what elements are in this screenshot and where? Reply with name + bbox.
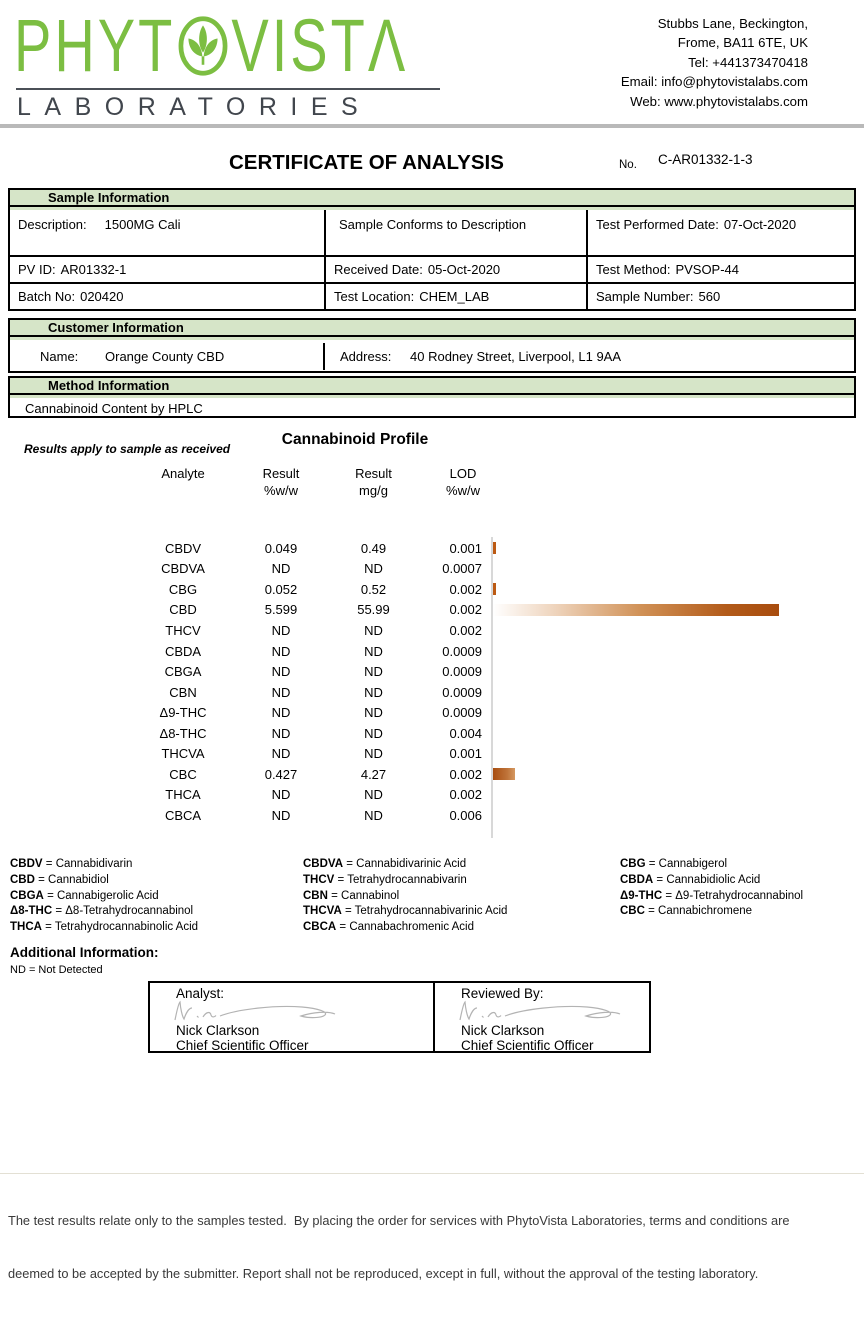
result-mgg: ND — [364, 787, 383, 803]
profile-row — [120, 723, 495, 744]
customer-information-heading: Customer Information — [10, 320, 854, 340]
field-value: 07-Oct-2020 — [723, 217, 797, 232]
reviewer-name: Nick Clarkson — [461, 1023, 545, 1038]
result-mgg: ND — [364, 664, 383, 680]
result-bar — [493, 604, 779, 616]
sample-cell — [10, 282, 326, 309]
field-label: Test Method: — [596, 262, 671, 277]
abbreviation: CBCA — [303, 921, 337, 934]
bar-chart-axis — [491, 537, 493, 838]
legend-item: CBN = Cannabinol — [303, 889, 400, 902]
footer-line-1: The test results relate only to the samples tested. By placing the order for services with PhytoVista Laboratories, terms and conditions are — [8, 1213, 790, 1228]
legend-column — [620, 857, 803, 920]
profile-row — [120, 702, 495, 723]
contact-line: Stubbs Lane, Beckington, — [657, 16, 808, 31]
abbreviation: CBC — [620, 905, 645, 918]
profile-column-header: Result mg/g — [355, 466, 392, 498]
analyte-name: CBGA — [164, 664, 202, 680]
analyte-name: CBG — [168, 581, 198, 597]
result-mgg: ND — [364, 684, 383, 700]
legend-item: CBDV = Cannabidivarin — [10, 858, 133, 870]
lab-contact-block — [621, 14, 808, 111]
abbreviation: THCV — [303, 873, 335, 886]
legend-item: CBG = Cannabigerol — [620, 858, 728, 870]
profile-column-header: Analyte — [161, 466, 205, 481]
analyst-signature-cell — [150, 983, 435, 1051]
lod-value: 0.0009 — [442, 705, 482, 721]
result-percent: ND — [271, 664, 291, 680]
reviewer-title: Chief Scientific Officer — [461, 1038, 594, 1053]
abbreviation: CBGA — [10, 889, 44, 902]
abbreviation: CBDVA — [303, 858, 344, 870]
logo-divider-line — [16, 88, 440, 90]
legend-item: THCV = Tetrahydrocannabivarin — [303, 873, 467, 886]
phytovista-logo — [14, 3, 409, 87]
profile-row — [120, 579, 495, 600]
abbreviation: CBDV — [10, 858, 43, 870]
field-value: 05-Oct-2020 — [427, 262, 501, 277]
lod-value: 0.001 — [449, 746, 482, 762]
sample-information-heading: Sample Information — [10, 190, 854, 210]
result-percent: ND — [271, 643, 291, 659]
lod-value: 0.002 — [449, 581, 482, 597]
reviewer-signature-cell — [435, 983, 649, 1051]
sample-cell — [588, 255, 854, 282]
profile-row — [120, 764, 495, 785]
profile-row — [120, 559, 495, 580]
result-mgg: ND — [364, 807, 383, 823]
results-note: Results apply to sample as received — [24, 442, 231, 456]
customer-address-label: Address: — [340, 349, 392, 364]
result-mgg: ND — [364, 622, 383, 638]
result-bar — [493, 768, 515, 780]
legend-item: Δ9-THC = Δ9-Tetrahydrocannabinol — [620, 889, 804, 902]
customer-name-label: Name: — [40, 349, 79, 364]
field-label: Sample Number: — [596, 289, 694, 304]
analyte-name: THCA — [165, 787, 201, 803]
lod-value: 0.001 — [449, 540, 482, 556]
analyte-name: Δ9-THC — [159, 705, 207, 721]
legend-item: CBGA = Cannabigerolic Acid — [10, 889, 159, 902]
lod-value: 0.0009 — [442, 684, 482, 700]
result-mgg: 0.52 — [360, 581, 387, 597]
analyte-name: CBN — [169, 684, 197, 700]
legend-item: THCVA = Tetrahydrocannabivarinic Acid — [303, 905, 508, 918]
profile-row — [120, 785, 495, 806]
analyte-name: CBD — [169, 602, 197, 618]
abbreviation: Δ9-THC — [620, 889, 663, 902]
profile-column-header: Result %w/w — [262, 466, 300, 498]
result-mgg: ND — [364, 725, 383, 741]
profile-table — [120, 538, 495, 826]
field-label: Description: — [18, 217, 87, 232]
legend-item: CBC = Cannabichromene — [620, 905, 753, 918]
method-value: Cannabinoid Content by HPLC — [25, 401, 203, 416]
contact-line: Email: info@phytovistalabs.com — [620, 74, 808, 90]
result-mgg: ND — [364, 561, 383, 577]
legend-item: CBDA = Cannabidiolic Acid — [620, 873, 761, 886]
lod-value: 0.002 — [449, 602, 482, 618]
field-value: 020420 — [80, 289, 124, 304]
profile-title: Cannabinoid Profile — [281, 431, 429, 448]
profile-column-headers — [120, 466, 495, 499]
sample-cell — [10, 255, 326, 282]
lod-value: 0.006 — [449, 807, 482, 823]
abbreviation: CBG — [620, 858, 646, 870]
field-value: PVSOP-44 — [675, 262, 740, 277]
profile-row — [120, 743, 495, 764]
sample-cell — [588, 282, 854, 309]
analyst-name: Nick Clarkson — [176, 1023, 260, 1038]
legend-item: THCA = Tetrahydrocannabinolic Acid — [10, 921, 199, 934]
field-value: 1500MG Cali — [104, 217, 181, 232]
abbreviation: CBD — [10, 873, 35, 886]
sample-cell — [10, 210, 326, 255]
sample-information-table — [10, 210, 854, 309]
profile-row — [120, 661, 495, 682]
additional-information-heading: Additional Information: — [10, 945, 159, 960]
abbreviation: Δ8-THC — [10, 905, 53, 918]
legend-item: Δ8-THC = Δ8-Tetrahydrocannabinol — [10, 905, 194, 918]
contact-line: Tel: +441373470418 — [688, 54, 808, 70]
footer-disclaimer — [8, 1177, 789, 1317]
header-divider-line — [0, 124, 864, 128]
abbreviation: CBDA — [620, 873, 654, 886]
result-percent: ND — [271, 807, 291, 823]
leaf-logo-icon — [176, 15, 230, 77]
certificate-number: C-AR01332-1-3 — [658, 152, 753, 167]
lod-value: 0.002 — [449, 787, 482, 803]
field-value: CHEM_LAB — [419, 289, 490, 304]
sample-cell — [326, 255, 588, 282]
customer-column-divider — [323, 343, 325, 370]
analyte-name: Δ8-THC — [159, 725, 207, 741]
profile-row — [120, 805, 495, 826]
lod-value: 0.002 — [449, 622, 482, 638]
abbreviation: THCA — [10, 921, 42, 934]
field-label: Received Date: — [334, 262, 423, 277]
abbreviation: THCVA — [303, 905, 342, 918]
nd-definition: ND = Not Detected — [10, 964, 103, 976]
lod-value: 0.004 — [449, 725, 482, 741]
result-mgg: ND — [364, 746, 383, 762]
result-mgg: 55.99 — [357, 602, 390, 618]
profile-row — [120, 538, 495, 559]
legend-item: CBDVA = Cannabidivarinic Acid — [303, 858, 467, 870]
sample-information-section — [8, 188, 856, 311]
result-mgg: ND — [364, 705, 383, 721]
lod-value: 0.0007 — [442, 561, 482, 577]
lod-value: 0.0009 — [442, 664, 482, 680]
lod-value: 0.0009 — [442, 643, 482, 659]
document-title: CERTIFICATE OF ANALYSIS — [229, 151, 504, 174]
signature-box — [148, 981, 651, 1053]
customer-row — [10, 340, 854, 373]
sample-cell — [326, 282, 588, 309]
profile-row — [120, 620, 495, 641]
legend-item: CBD = Cannabidiol — [10, 873, 109, 886]
result-percent: ND — [271, 746, 291, 762]
result-percent: ND — [271, 705, 291, 721]
method-information-heading: Method Information — [10, 378, 854, 398]
legend-column — [303, 857, 507, 936]
result-percent: ND — [271, 725, 291, 741]
method-information-section — [8, 376, 856, 418]
field-label: Test Performed Date: — [596, 217, 719, 232]
logo-tagline: LABORATORIES — [17, 93, 372, 121]
result-bar — [493, 542, 496, 554]
analyst-title: Chief Scientific Officer — [176, 1038, 309, 1053]
certificate-number-label: No. — [619, 159, 637, 171]
result-percent: ND — [271, 561, 291, 577]
legend-column — [10, 857, 198, 936]
analyte-name: CBC — [169, 766, 197, 782]
result-percent: 0.049 — [264, 540, 298, 556]
logo-text-vista: VISTΛ — [231, 3, 409, 87]
contact-line: Frome, BA11 6TE, UK — [677, 35, 808, 51]
field-value: Sample Conforms to Description — [339, 217, 527, 232]
result-percent: ND — [271, 622, 291, 638]
footer-line-2: deemed to be accepted by the submitter. Report shall not be reproduced, except in full, without the approval of the testing laboratory. — [8, 1265, 759, 1281]
result-bar — [493, 583, 496, 595]
customer-address-value: 40 Rodney Street, Liverpool, L1 9AA — [410, 349, 622, 364]
result-percent: 0.427 — [264, 766, 298, 782]
field-label: PV ID: — [18, 262, 56, 277]
sample-cell — [588, 210, 854, 255]
profile-column-header: LOD %w/w — [446, 466, 480, 498]
profile-row — [120, 641, 495, 662]
field-value: AR01332-1 — [60, 262, 127, 277]
legend-item: CBCA = Cannabachromenic Acid — [303, 921, 474, 934]
footer-divider-line — [0, 1173, 864, 1174]
analyte-name: THCV — [165, 622, 201, 638]
analyte-name: CBDV — [164, 540, 202, 556]
analyst-label: Analyst: — [176, 986, 225, 1001]
analyte-name: CBCA — [164, 807, 202, 823]
profile-row — [120, 600, 495, 621]
customer-name-value: Orange County CBD — [105, 349, 225, 364]
result-percent: ND — [271, 787, 291, 803]
result-mgg: 0.49 — [360, 540, 387, 556]
analyte-name: CBDVA — [161, 561, 205, 577]
result-percent: 0.052 — [264, 581, 298, 597]
profile-row — [120, 682, 495, 703]
analyte-name: CBDA — [164, 643, 202, 659]
result-percent: 5.599 — [264, 602, 298, 618]
abbreviation: CBN — [303, 889, 328, 902]
result-percent: ND — [271, 684, 291, 700]
field-value: 560 — [698, 289, 721, 304]
result-mgg: ND — [364, 643, 383, 659]
field-label: Test Location: — [334, 289, 415, 304]
result-mgg: 4.27 — [360, 766, 387, 782]
lod-value: 0.002 — [449, 766, 482, 782]
contact-line: Web: www.phytovistalabs.com — [630, 93, 808, 109]
logo-text-phyt: PHYT — [14, 3, 176, 87]
reviewed-by-label: Reviewed By: — [461, 986, 544, 1001]
analyte-name: THCVA — [161, 746, 205, 762]
field-label: Batch No: — [18, 289, 76, 304]
customer-information-section — [8, 318, 856, 373]
sample-cell — [326, 210, 588, 255]
